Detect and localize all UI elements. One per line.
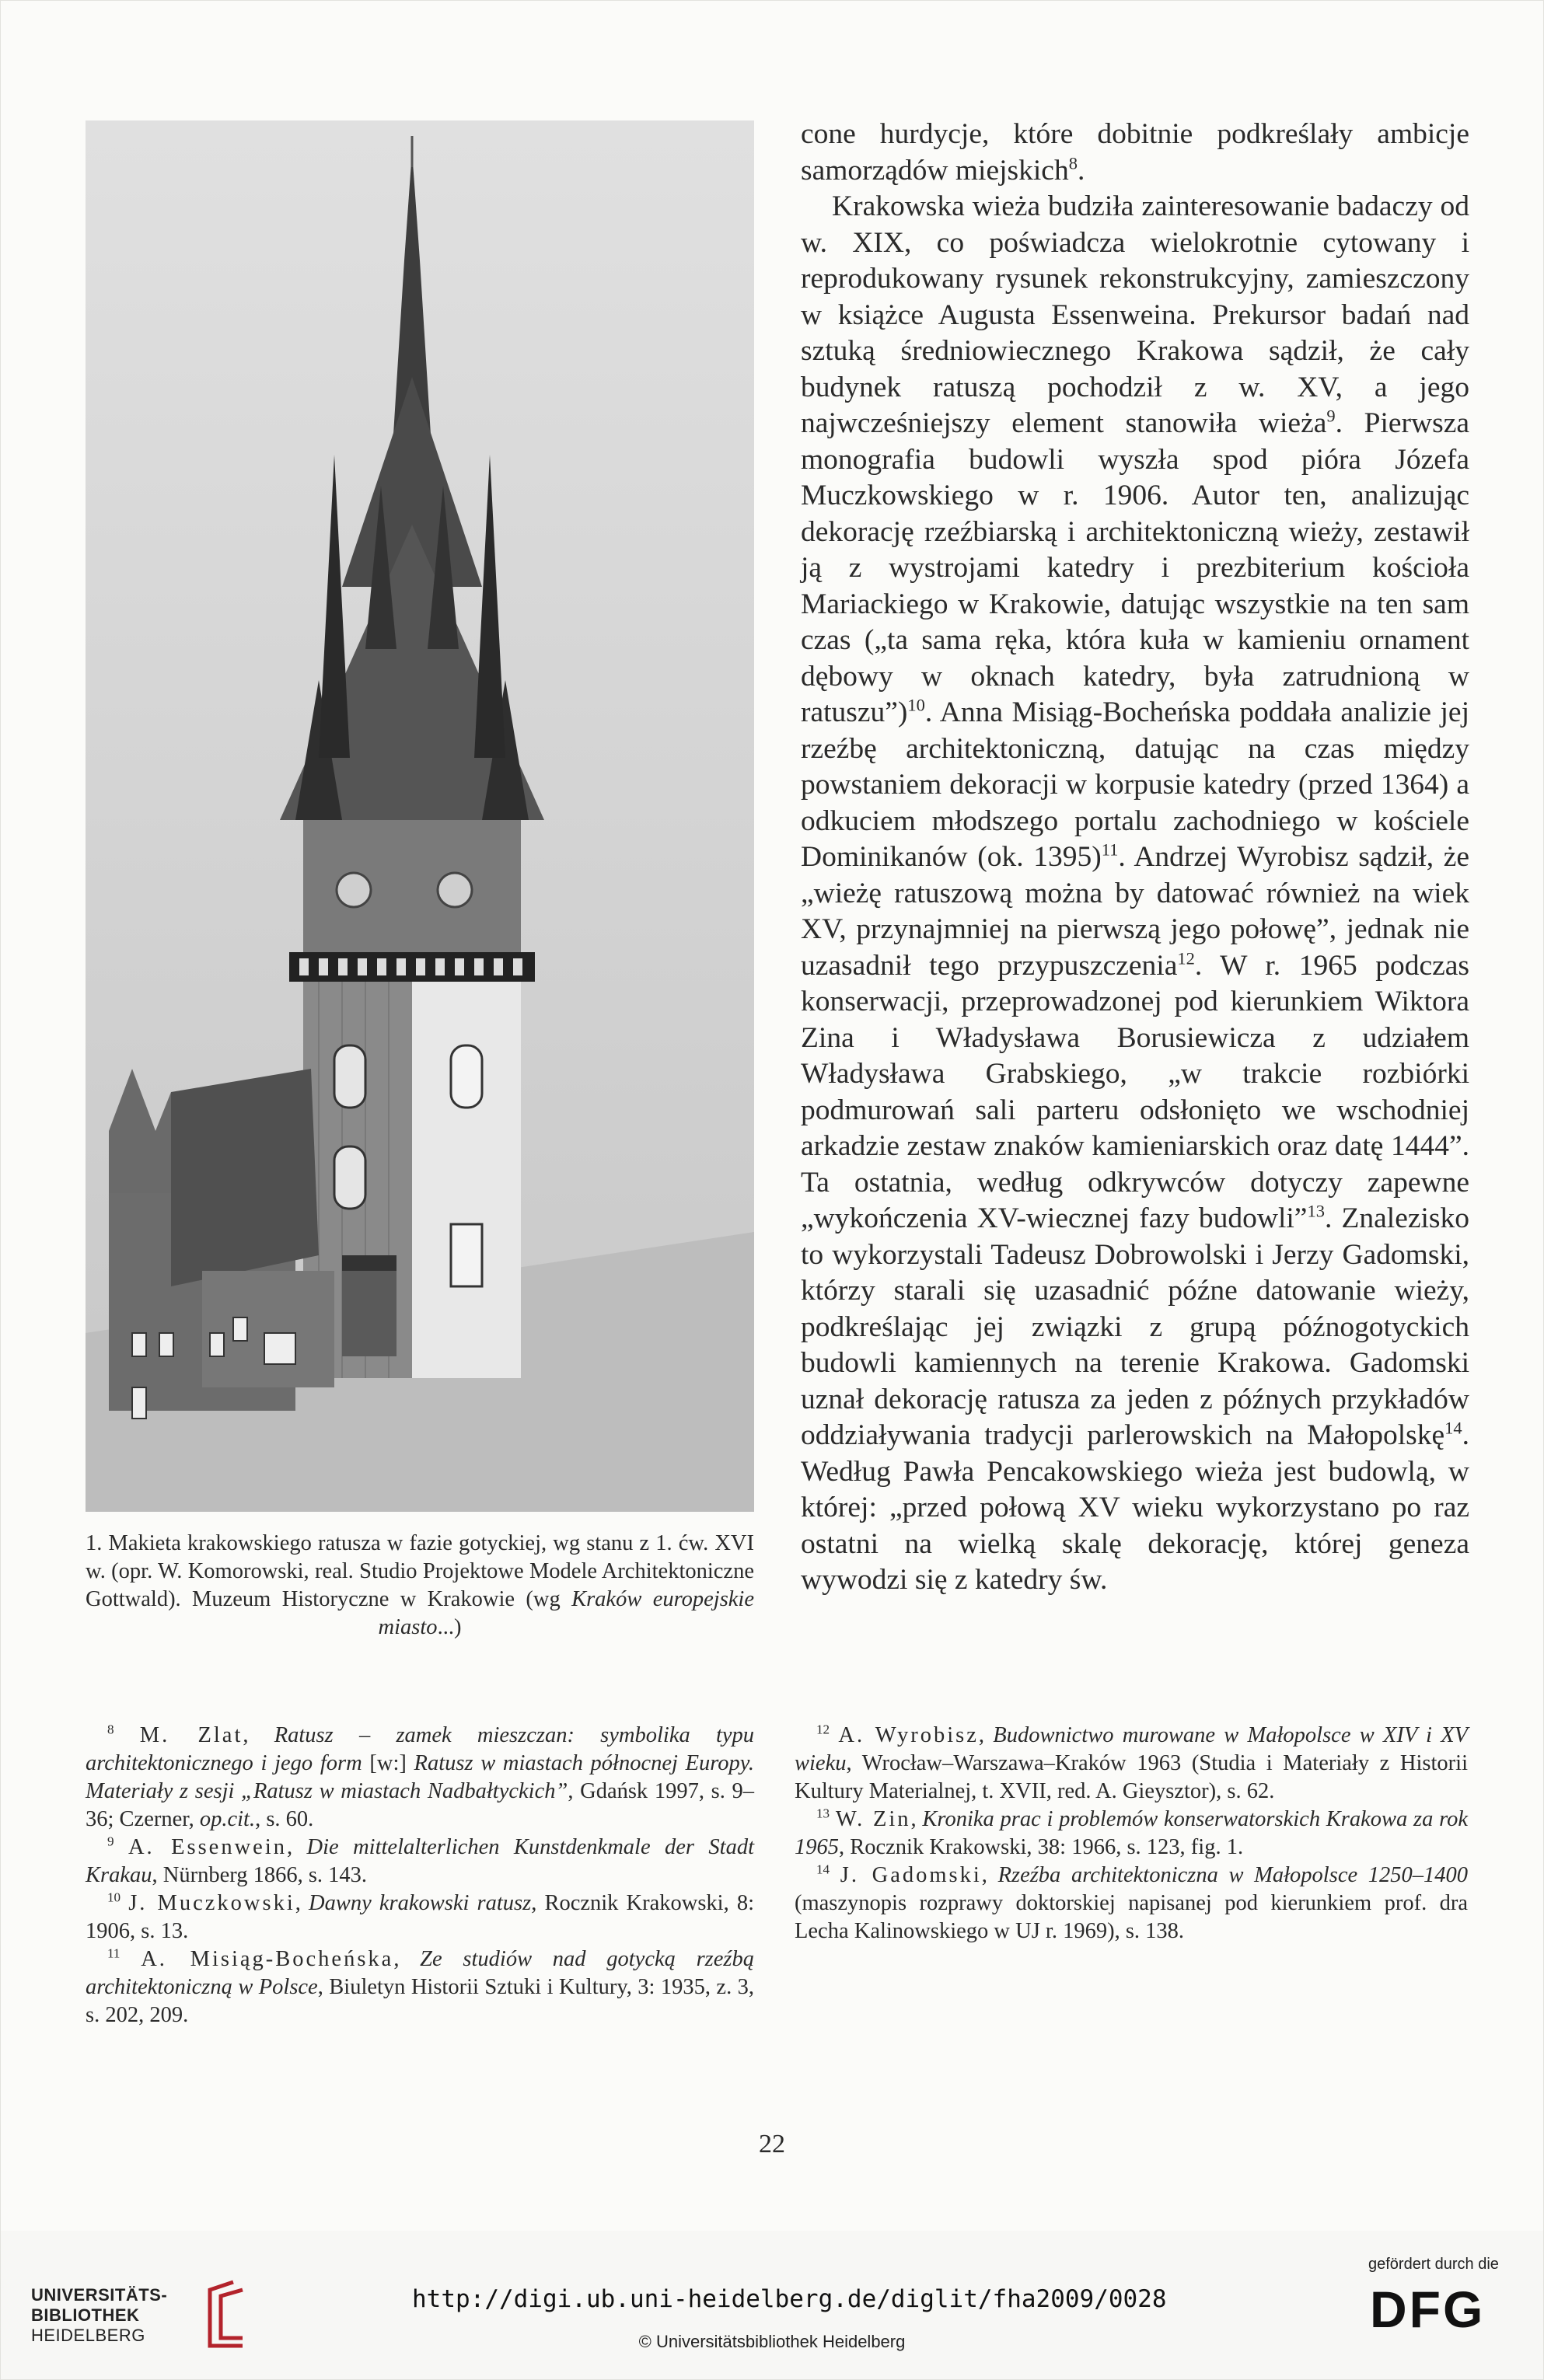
footnote-ref[interactable]: 13 bbox=[1307, 1201, 1325, 1221]
paragraph-2: Krakowska wieża budziła zainteresowanie badaczy od w. XIX, co poświadcza wielokrotnie cytowany i reprodukowany rysunek rekonstrukcyjny, zamieszczony w książce Augusta Essenweina. Prekursor badań nad sztuką średniowiecznego Krakowa sądził, że cały budynek ratuszą pochodził z w. XV, a jego najwcześniejszy element stanowiła wieża$^9$. Pierwsza monografia budowli wyszła spod pióra Józefa Muczkowskiego w r. 1906. Autor ten, analizując dekorację rzeźbiarską i architektoniczną wieży, zestawił ją z wystrojami katedry i prezbiterium kościoła Mariackiego w Krakowie, datując wszystkie na ten sam czas („ta sama ręka, która kuła w kamieniu ornament dębowy w oknach katedry, była zatrudnioną w ratuszu”)$^{10}$. Anna Misiąg-Bocheńska poddała analizie jej rzeźbę architektoniczną, datując na czas między powstaniem dekoracji w korpusie katedry (przed 1364) a odkuciem młodszego portalu zachodniego w kościele Dominikanów (ok. 1395)$^{11}$. Andrzej Wyrobisz sądził, że „wieżę ratuszową można by datować również na wiek XV, przynajmniej na pierwszą jego połowę”, jednak nie uzasadnił tego przypuszczenia$^{12}$. W r. 1965 podczas konserwacji, przeprowadzonej pod kierunkiem Wiktora Zina i Władysława Borusiewicza z udziałem Władysława Grabskiego, „w trakcie rozbiórki podmurowań sali parteru odsłonięto we wschodniej arkadzie zestaw znaków kamieniarskich oraz datę 1444”. Ta ostatnia, według odkrywców dotyczy zapewne „wykończenia XV-wiecznej fazy budowli”$^{13}$. Znalezisko to wykorzystali Tadeusz Dobrowolski i Jerzy Gadomski, którzy starali się uzasadnić późne datowanie wieży, podkreślając jej związki z grupą późnogotyckich budowli kamiennych na terenie Krakowa. Gadomski uznał dekorację ratusza za jeden z późnych przykładów oddziaływania tradycji parlerowskich na Małopolskę$^{14}$. Według Pawła Pencakowskiego wieża jest budowlą, w której: „przed połową XV wieku wykorzystano po raz ostatni na wielką skalę dekorację, której geneza wywodzi się z katedry św. bbox=[801, 190, 1470, 1596]
footnote-13: $^{13}$ W. Zin, Kronika prac i problemów konserwatorskich Krakowa za rok 1965, Rocznik Krakowski, 38: 1966, s. 123, fig. 1. bbox=[795, 1806, 1469, 1859]
footnote-ref[interactable]: 11 bbox=[1101, 839, 1119, 860]
paragraph-1: cone hurdycje, które dobitnie podkreślały ambicje samorządów miejskich$^8$. bbox=[801, 118, 1469, 187]
figure-photo-town-hall-model bbox=[86, 120, 754, 1512]
digital-library-footer bbox=[0, 2231, 1544, 2380]
library-name-line3: HEIDELBERG bbox=[31, 2326, 145, 2345]
footnote-ref[interactable]: 9 bbox=[1326, 406, 1336, 426]
footnote-ref[interactable]: 14 bbox=[1444, 1418, 1462, 1438]
footnote-14: $^{14}$ J. Gadomski, Rzeźba architektoniczna w Małopolsce 1250–1400 (maszynopis rozprawy doktorskiej napisanej pod kierunkiem prof. dra Lecha Kalinowskiego w UJ r. 1969), s. 138. bbox=[795, 1862, 1469, 1943]
permalink-url[interactable]: http://digi.ub.uni-heidelberg.de/diglit/fha2009/0028 bbox=[412, 2285, 1167, 2313]
funding-label: gefördert durch die bbox=[1368, 2256, 1499, 2273]
library-name-line2: BIBLIOTHEK bbox=[31, 2305, 140, 2325]
copyright-notice: © Universitätsbibliothek Heidelberg bbox=[638, 2332, 906, 2351]
library-name-line1: UNIVERSITÄTS- bbox=[31, 2285, 168, 2305]
caption-text-end: ...) bbox=[437, 1615, 462, 1639]
page-number: 22 bbox=[759, 2130, 785, 2158]
footnote-9: $^9$ A. Essenwein, Die mittelalterlichen Kunstdenkmale der Stadt Krakau, Nürnberg 1866, s. 143. bbox=[86, 1834, 755, 1887]
footnote-10: $^{10}$ J. Muczkowski, Dawny krakowski ratusz, Rocznik Krakowski, 8: 1906, s. 13. bbox=[86, 1890, 754, 1943]
footnote-ref[interactable]: 12 bbox=[1177, 948, 1195, 968]
caption-text-italic: Kraków europejskie miasto bbox=[378, 1587, 754, 1639]
dfg-logo[interactable]: DFG bbox=[1370, 2281, 1486, 2338]
footnote-11: $^{11}$ A. Misiąg-Bocheńska, Ze studiów nad gotycką rzeźbą architektoniczną w Polsce, Biuletyn Historii Sztuki i Kultury, 3: 1935, z. 3, s. 202, 209. bbox=[86, 1946, 755, 2027]
caption-text-main: 1. Makieta krakowskiego ratusza w fazie gotyckiej, wg stanu z 1. ćw. XVI w. (opr. W. Komorowski, real. Studio Projektowe Modele Architektoniczne Gottwald). Muzeum Historyczne w Krakowie (wg bbox=[86, 1531, 754, 1611]
footnote-8: $^8$ M. Zlat, Ratusz – zamek mieszczan: symbolika typu architektonicznego i jego form [w:] Ratusz w miastach północnej Europy. Materiały z sesji „Ratusz w miastach Nadbałtyckich”, Gdańsk 1997, s. 9–36; Czerner, op.cit., s. 60. bbox=[86, 1722, 755, 1831]
footnote-ref[interactable]: 10 bbox=[907, 695, 925, 715]
footnotes-left bbox=[86, 1722, 754, 2029]
footnotes-right bbox=[795, 1722, 1468, 1946]
town-hall-model-image bbox=[86, 120, 754, 1512]
footnote-12: $^{12}$ A. Wyrobisz, Budownictwo murowane w Małopolsce w XIV i XV wieku, Wrocław–Warszawa–Kraków 1963 (Studia i Materiały z Historii Kultury Materialnej, t. XVII, red. A. Gieysztor), s. 62. bbox=[795, 1722, 1469, 1803]
figure-caption bbox=[86, 1530, 754, 1642]
footnote-ref[interactable]: 8 bbox=[1068, 153, 1078, 173]
body-text-column bbox=[801, 117, 1469, 1599]
